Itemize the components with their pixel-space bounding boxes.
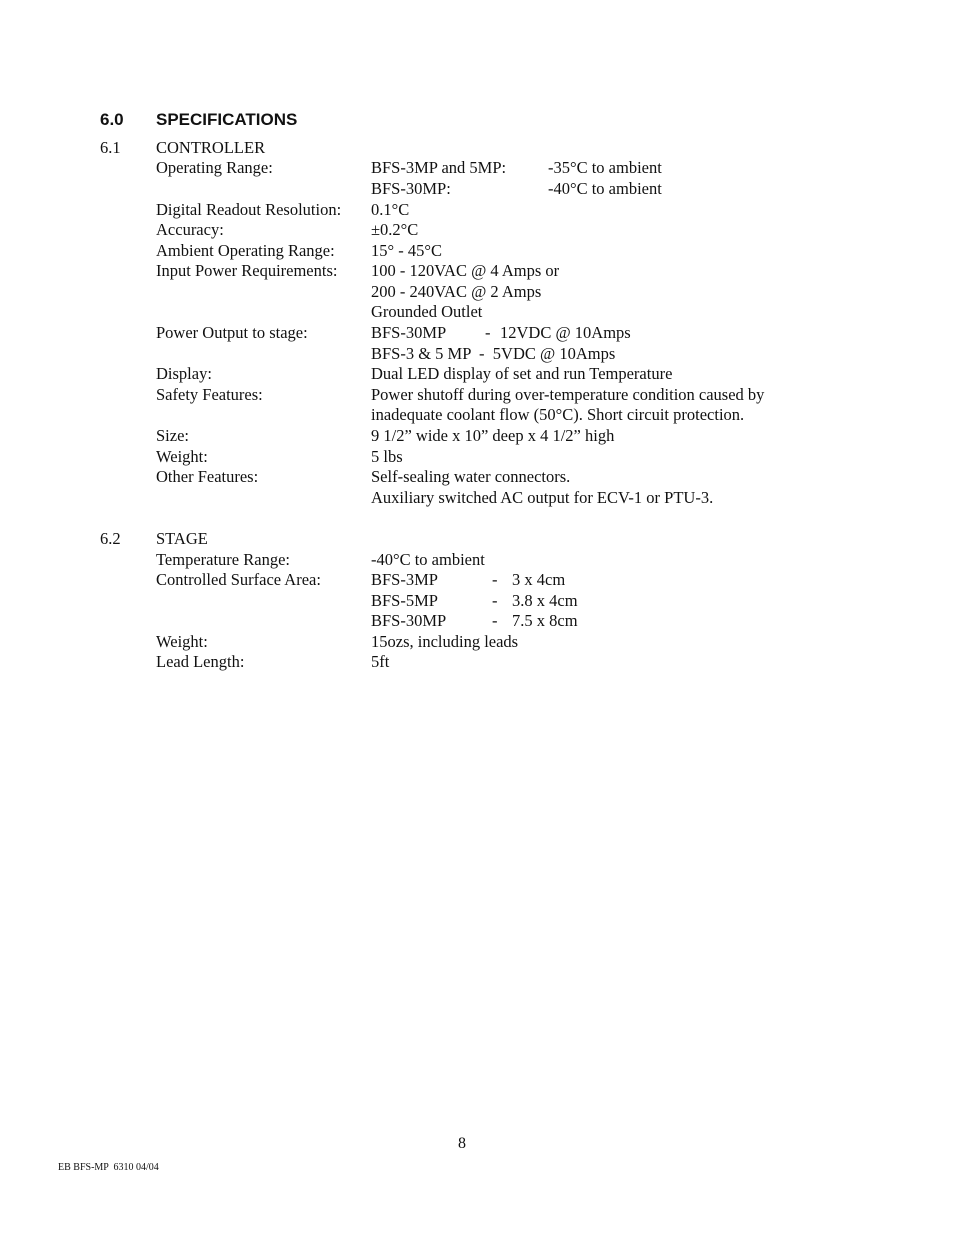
spec-label-other: Other Features: [156,467,259,486]
spec-dash-surface-2: - [492,591,498,610]
subsection-number-controller: 6.1 [100,138,121,157]
spec-label-input-power: Input Power Requirements: [156,261,338,280]
spec-value-resolution: 0.1°C [371,200,410,219]
spec-value-power-output-1: 12VDC @ 10Amps [500,323,631,342]
spec-value-input-power-1: 100 - 120VAC @ 4 Amps or [371,261,560,280]
spec-value-surface-3: 7.5 x 8cm [512,611,578,630]
spec-dash-surface-3: - [492,611,498,630]
spec-label-ambient: Ambient Operating Range: [156,241,335,260]
spec-label-resolution: Digital Readout Resolution: [156,200,342,219]
spec-model-surface-3: BFS-30MP [371,611,447,630]
spec-model-operating-range-2: BFS-30MP: [371,179,451,198]
spec-value-accuracy: ±0.2°C [371,220,419,239]
spec-value-power-output-2: BFS-3 & 5 MP - 5VDC @ 10Amps [371,344,616,363]
spec-model-power-output-1: BFS-30MP [371,323,447,342]
spec-value-surface-1: 3 x 4cm [512,570,566,589]
spec-model-surface-1: BFS-3MP [371,570,438,589]
document-footer: EB BFS-MP 6310 04/04 [58,1162,159,1173]
spec-label-surface: Controlled Surface Area: [156,570,321,589]
spec-label-stage-weight: Weight: [156,632,208,651]
spec-model-operating-range-1: BFS-3MP and 5MP: [371,158,507,177]
spec-value-temp-range: -40°C to ambient [371,550,485,569]
spec-value-other-1: Self-sealing water connectors. [371,467,571,486]
spec-value-lead-length: 5ft [371,652,390,671]
spec-label-lead-length: Lead Length: [156,652,245,671]
spec-label-weight: Weight: [156,447,208,466]
spec-label-operating-range: Operating Range: [156,158,273,177]
spec-value-input-power-3: Grounded Outlet [371,302,483,321]
spec-value-ambient: 15° - 45°C [371,241,442,260]
spec-value-operating-range-2: -40°C to ambient [548,179,662,198]
spec-value-operating-range-1: -35°C to ambient [548,158,662,177]
section-title: SPECIFICATIONS [156,110,298,129]
spec-label-size: Size: [156,426,189,445]
spec-label-safety: Safety Features: [156,385,263,404]
spec-dash-power-output-1: - [485,323,491,342]
section-number: 6.0 [100,110,124,129]
spec-dash-surface-1: - [492,570,498,589]
spec-label-accuracy: Accuracy: [156,220,224,239]
spec-model-surface-2: BFS-5MP [371,591,438,610]
spec-value-safety-1: Power shutoff during over-temperature condition caused by [371,385,765,404]
subsection-title-stage: STAGE [156,529,208,548]
spec-value-input-power-2: 200 - 240VAC @ 2 Amps [371,282,542,301]
subsection-title-controller: CONTROLLER [156,138,266,157]
spec-value-display: Dual LED display of set and run Temperature [371,364,673,383]
spec-value-safety-2: inadequate coolant flow (50°C). Short circuit protection. [371,405,745,424]
subsection-number-stage: 6.2 [100,529,121,548]
spec-value-size: 9 1/2” wide x 10” deep x 4 1/2” high [371,426,615,445]
spec-value-stage-weight: 15ozs, including leads [371,632,519,651]
spec-label-power-output: Power Output to stage: [156,323,308,342]
spec-label-display: Display: [156,364,212,383]
spec-label-temp-range: Temperature Range: [156,550,290,569]
spec-value-weight: 5 lbs [371,447,403,466]
spec-value-other-2: Auxiliary switched AC output for ECV-1 or PTU-3. [371,488,714,507]
page-number: 8 [458,1135,466,1152]
spec-value-surface-2: 3.8 x 4cm [512,591,578,610]
